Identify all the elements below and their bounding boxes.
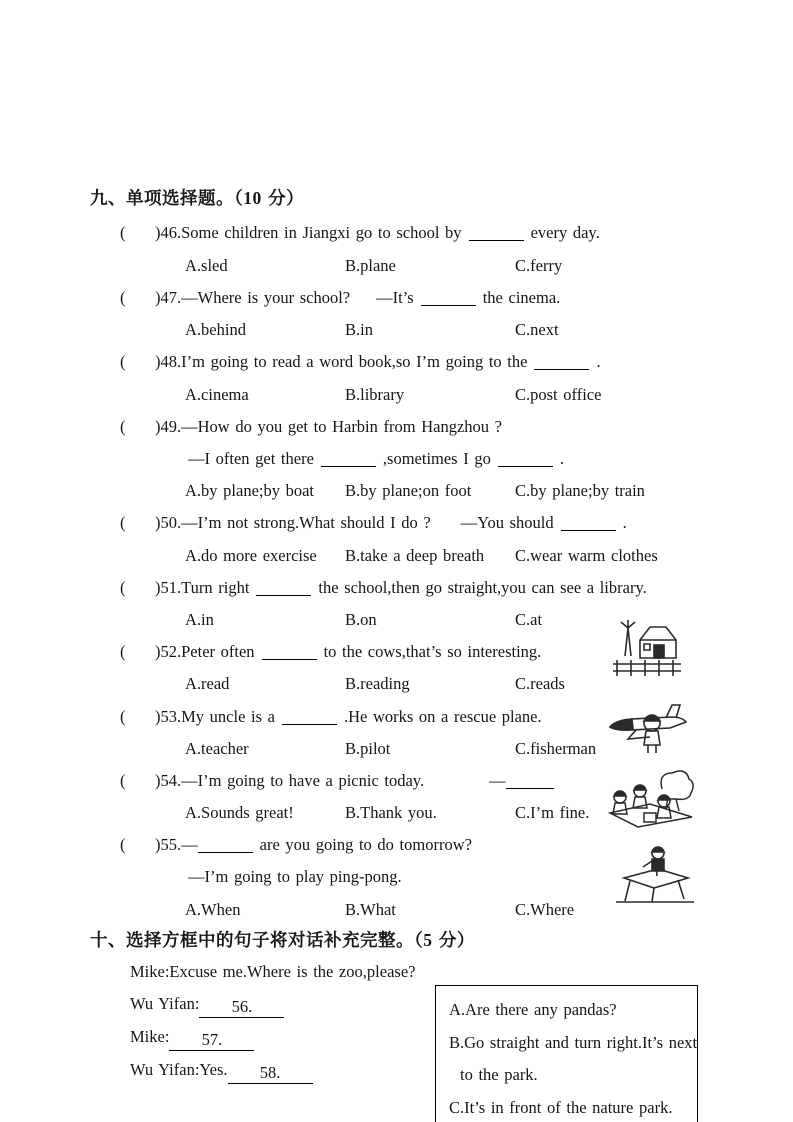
question-55-line2 <box>188 866 402 888</box>
question-54-reply-dash: — <box>489 771 506 790</box>
answer-paren-53: ( <box>120 707 126 726</box>
option-48-b: B.library <box>345 385 405 404</box>
box-option-c: C.It’s in front of the nature park. <box>449 1097 673 1117</box>
question-50-text: —I’m not strong.What should I do ? <box>181 513 431 532</box>
answer-blank-54 <box>506 773 554 789</box>
speaker-label: Wu Yifan:Yes. <box>130 1060 228 1079</box>
question-52-text: Peter often <box>181 642 255 661</box>
answer-blank-46 <box>469 225 524 241</box>
pingpong-illustration <box>616 842 694 906</box>
question-49-line2 <box>188 448 564 470</box>
dialog-line-wuyifan2 <box>130 1059 313 1084</box>
question-48-text: I’m going to read a word book,so I’m going to the <box>181 352 528 371</box>
question-53-text-after: .He works on a rescue plane. <box>343 707 542 726</box>
question-46-text-after: every day. <box>530 223 600 242</box>
question-48-text-after: . <box>596 352 601 371</box>
section9-heading: 九、单项选择题。（10 分） <box>90 188 305 208</box>
option-54-a: A.Sounds great! <box>185 803 294 822</box>
option-51-c: C.at <box>515 610 543 629</box>
question-46-number: )46. <box>155 223 182 242</box>
option-52-b: B.reading <box>345 674 410 693</box>
dialog-line-mike2 <box>130 1026 254 1051</box>
question-49-reply-end: . <box>559 449 564 468</box>
option-52-c: C.reads <box>515 674 565 693</box>
option-51-b: B.on <box>345 610 377 629</box>
answer-paren-49: ( <box>120 417 126 436</box>
option-46-b: B.plane <box>345 256 396 275</box>
option-49-a: A.by plane;by boat <box>185 481 315 500</box>
answer-blank-48 <box>534 354 589 370</box>
option-48-a: A.cinema <box>185 385 249 404</box>
blank-number: 56. <box>231 997 253 1016</box>
options-row-54 <box>185 802 589 824</box>
question-51-text-after: the school,then go straight,you can see a library. <box>318 578 647 597</box>
option-49-b: B.by plane;on foot <box>345 481 472 500</box>
question-55-number: )55. <box>155 835 182 854</box>
options-row-55 <box>185 899 574 921</box>
question-51-text: Turn right <box>181 578 250 597</box>
question-49 <box>120 416 502 438</box>
question-54-number: )54. <box>155 771 182 790</box>
question-55-text: are you going to do tomorrow? <box>259 835 472 854</box>
option-46-c: C.ferry <box>515 256 563 275</box>
picnic-illustration <box>604 767 696 835</box>
speaker-label: Mike: <box>130 1027 170 1046</box>
question-55 <box>120 834 472 856</box>
options-row-49 <box>185 480 645 502</box>
question-49-text: —How do you get to Harbin from Hangzhou ? <box>181 417 502 436</box>
question-52 <box>120 641 541 663</box>
question-50-reply: —You should <box>460 513 554 532</box>
farm-illustration <box>610 618 684 680</box>
question-53-number: )53. <box>155 707 182 726</box>
option-48-c: C.post office <box>515 385 602 404</box>
option-50-b: B.take a deep breath <box>345 546 485 565</box>
option-53-c: C.fisherman <box>515 739 597 758</box>
question-50-text-after: . <box>622 513 627 532</box>
options-row-53 <box>185 738 596 760</box>
question-46 <box>120 222 600 244</box>
answer-blank-57 <box>169 1029 254 1051</box>
question-49-reply-mid: ,sometimes I go <box>382 449 491 468</box>
question-48-number: )48. <box>155 352 182 371</box>
option-51-a: A.in <box>185 610 214 629</box>
answer-paren-50: ( <box>120 513 126 532</box>
answer-blank-50 <box>561 515 616 531</box>
answer-blank-49-1 <box>321 451 376 467</box>
question-51-number: )51. <box>155 578 182 597</box>
option-55-b: B.What <box>345 900 396 919</box>
answer-paren-48: ( <box>120 352 126 371</box>
answer-blank-52 <box>262 644 317 660</box>
question-52-number: )52. <box>155 642 182 661</box>
question-47-number: )47. <box>155 288 182 307</box>
question-50 <box>120 512 627 534</box>
question-52-text-after: to the cows,that’s so interesting. <box>323 642 542 661</box>
answer-blank-47 <box>421 290 476 306</box>
option-55-a: A.When <box>185 900 241 919</box>
option-50-c: C.wear warm clothes <box>515 546 658 565</box>
question-47-text: —Where is your school? <box>181 288 351 307</box>
question-47 <box>120 287 560 309</box>
section10-heading: 十、选择方框中的句子将对话补充完整。（5 分） <box>90 930 475 950</box>
options-row-47 <box>185 319 559 341</box>
question-49-number: )49. <box>155 417 182 436</box>
question-53 <box>120 706 542 728</box>
answer-blank-58 <box>228 1062 313 1084</box>
question-55-reply: —I’m going to play ping-pong. <box>188 867 402 886</box>
option-47-b: B.in <box>345 320 373 339</box>
blank-number: 58. <box>259 1063 281 1082</box>
answer-paren-55: ( <box>120 835 126 854</box>
option-55-c: C.Where <box>515 900 575 919</box>
answer-blank-56 <box>199 996 284 1018</box>
answer-blank-49-2 <box>498 451 553 467</box>
question-55-dash: — <box>181 835 198 854</box>
option-54-c: C.I’m fine. <box>515 803 590 822</box>
option-53-a: A.teacher <box>185 739 249 758</box>
option-49-c: C.by plane;by train <box>515 481 645 500</box>
option-54-b: B.Thank you. <box>345 803 437 822</box>
question-53-text: My uncle is a <box>181 707 275 726</box>
answer-paren-51: ( <box>120 578 126 597</box>
answer-blank-51 <box>256 580 311 596</box>
dialog-text: Excuse me.Where is the zoo,please? <box>169 962 416 981</box>
question-47-text-after: the cinema. <box>482 288 561 307</box>
answer-blank-53 <box>282 709 337 725</box>
options-row-52 <box>185 673 565 695</box>
option-46-a: A.sled <box>185 256 228 275</box>
options-row-50 <box>185 545 658 567</box>
answer-paren-54: ( <box>120 771 126 790</box>
dialog-line-mike1 <box>130 961 415 983</box>
question-47-reply: —It’s <box>376 288 414 307</box>
question-48 <box>120 351 601 373</box>
answer-paren-52: ( <box>120 642 126 661</box>
sentence-choices-box <box>435 985 698 1122</box>
options-row-46 <box>185 255 562 277</box>
speaker-label: Wu Yifan: <box>130 994 200 1013</box>
answer-paren-47: ( <box>120 288 126 307</box>
pilot-plane-illustration <box>606 699 690 757</box>
question-49-reply: —I often get there <box>188 449 314 468</box>
options-row-51 <box>185 609 542 631</box>
question-54-text: —I’m going to have a picnic today. <box>181 771 425 790</box>
answer-blank-55 <box>198 837 253 853</box>
dialog-line-wuyifan1 <box>130 993 284 1018</box>
question-54 <box>120 770 560 792</box>
question-46-text: Some children in Jiangxi go to school by <box>181 223 462 242</box>
blank-number: 57. <box>201 1030 223 1049</box>
box-option-a: A.Are there any pandas? <box>449 1000 617 1019</box>
option-53-b: B.pilot <box>345 739 391 758</box>
question-51 <box>120 577 647 599</box>
options-row-48 <box>185 384 601 406</box>
speaker-label: Mike: <box>130 962 170 981</box>
question-50-number: )50. <box>155 513 182 532</box>
box-option-b-line1: B.Go straight and turn right.It’s next <box>449 1032 698 1052</box>
option-50-a: A.do more exercise <box>185 546 317 565</box>
option-52-a: A.read <box>185 674 230 693</box>
option-47-a: A.behind <box>185 320 246 339</box>
box-option-b-line2: to the park. <box>460 1065 538 1084</box>
answer-paren-46: ( <box>120 223 126 242</box>
option-47-c: C.next <box>515 320 559 339</box>
